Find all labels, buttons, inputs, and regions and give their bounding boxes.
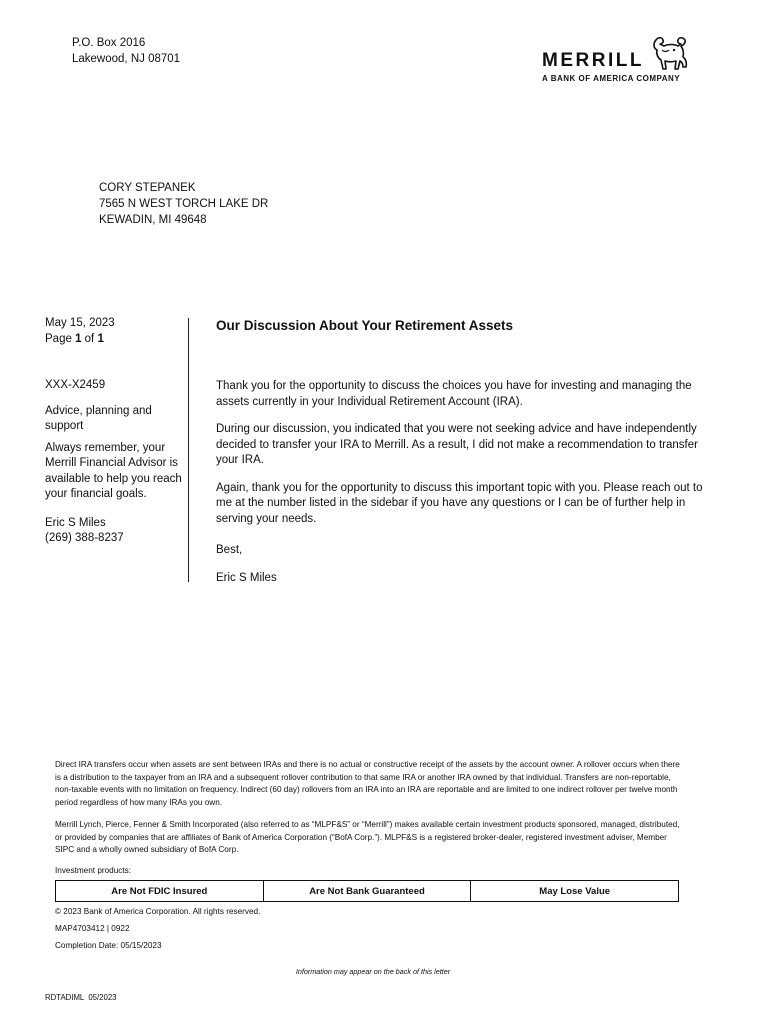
service-type: Advice, planning and support	[45, 404, 152, 432]
letter-paragraph: Again, thank you for the opportunity to discuss this important topic with you. Please reach out to me at the number listed in the sidebar if you have any questions or I can be of further help in serving your needs.	[216, 481, 703, 525]
sender-address-line2: Lakewood, NJ 08701	[72, 53, 181, 65]
page-of: of	[81, 332, 98, 345]
letter-closing: Best,	[216, 544, 243, 556]
form-code: RDTADIML 05/2023	[45, 993, 117, 1002]
copyright-notice: © 2023 Bank of America Corporation. All rights reserved.	[55, 907, 261, 916]
recipient-city: KEWADIN, MI 49648	[99, 214, 207, 226]
letter-date: May 15, 2023	[45, 317, 115, 329]
recipient-address	[99, 180, 268, 228]
page-current: 1	[75, 332, 82, 345]
letter-sidebar	[45, 316, 185, 547]
not-fdic-insured: Are Not FDIC Insured	[56, 881, 264, 901]
page-prefix: Page	[45, 332, 76, 345]
investment-products-label: Investment products:	[55, 866, 131, 875]
letter-paragraph: Thank you for the opportunity to discuss the choices you have for investing and managing the assets currently in your Individual Retirement Account (IRA).	[216, 380, 692, 408]
advisor-phone: (269) 388-8237	[45, 532, 124, 544]
sender-address	[72, 35, 180, 67]
letter-body	[216, 379, 704, 598]
bull-icon	[650, 36, 690, 72]
recipient-street: 7565 N WEST TORCH LAKE DR	[99, 198, 269, 210]
map-code: MAP4703412 | 0922	[55, 924, 130, 933]
page-indicator	[45, 332, 185, 348]
letter-signature: Eric S Miles	[216, 571, 277, 584]
letter-headline: Our Discussion About Your Retirement Assets	[216, 318, 514, 333]
not-bank-guaranteed: Are Not Bank Guaranteed	[264, 881, 472, 901]
completion-date: Completion Date: 05/15/2023	[55, 941, 162, 950]
advisor-reminder: Always remember, your Merrill Financial Advisor is available to help you reach your financial goals.	[45, 441, 182, 500]
may-lose-value: May Lose Value	[539, 885, 611, 897]
back-of-letter-note: Information may appear on the back of this letter	[295, 967, 451, 976]
page-total: 1	[97, 332, 104, 345]
disclaimer-mlpfs: Merrill Lynch, Pierce, Fenner & Smith Incorporated (also referred to as “MLPF&S” or “Merrill”) makes available certain investment products sponsored, managed, distributed, or provided by companies that are affiliates of Bank of America Corporation (“BofA Corp.”). MLPF&S is a registered broker-dealer, registered investment adviser, Member SIPC and a wholly owned subsidiary of BofA Corp.	[55, 820, 680, 854]
recipient-name: CORY STEPANEK	[99, 182, 196, 194]
logo-tagline: A BANK OF AMERICA COMPANY	[542, 74, 681, 83]
account-number: XXX-X2459	[45, 379, 106, 391]
sidebar-divider	[188, 318, 189, 582]
investment-products-table	[55, 880, 679, 902]
sender-address-line1: P.O. Box 2016	[72, 37, 146, 49]
disclaimer-block	[55, 759, 680, 867]
merrill-logo	[540, 36, 705, 86]
logo-wordmark: MERRILL	[542, 50, 644, 71]
disclaimer-ira-transfers: Direct IRA transfers occur when assets are sent between IRAs and there is no actual or constructive receipt of the assets by the account owner. A rollover occurs when there is a distribution to the taxpayer from an IRA and a subsequent rollover contribution to that same IRA or another IRA owned by that individual. Transfers are non-reportable, non-taxable events with no limitation on frequency. Indirect (60 day) rollovers from an IRA into an IRA are reportable and are limited to one indirect rollover per twelve month period regardless of how many IRAs you own.	[55, 760, 680, 807]
advisor-name: Eric S Miles	[45, 516, 106, 529]
letter-paragraph: During our discussion, you indicated that you were not seeking advice and have independently decided to transfer your IRA to Merrill. As a result, I did not make a recommendation to transfer your IRA.	[216, 423, 698, 466]
